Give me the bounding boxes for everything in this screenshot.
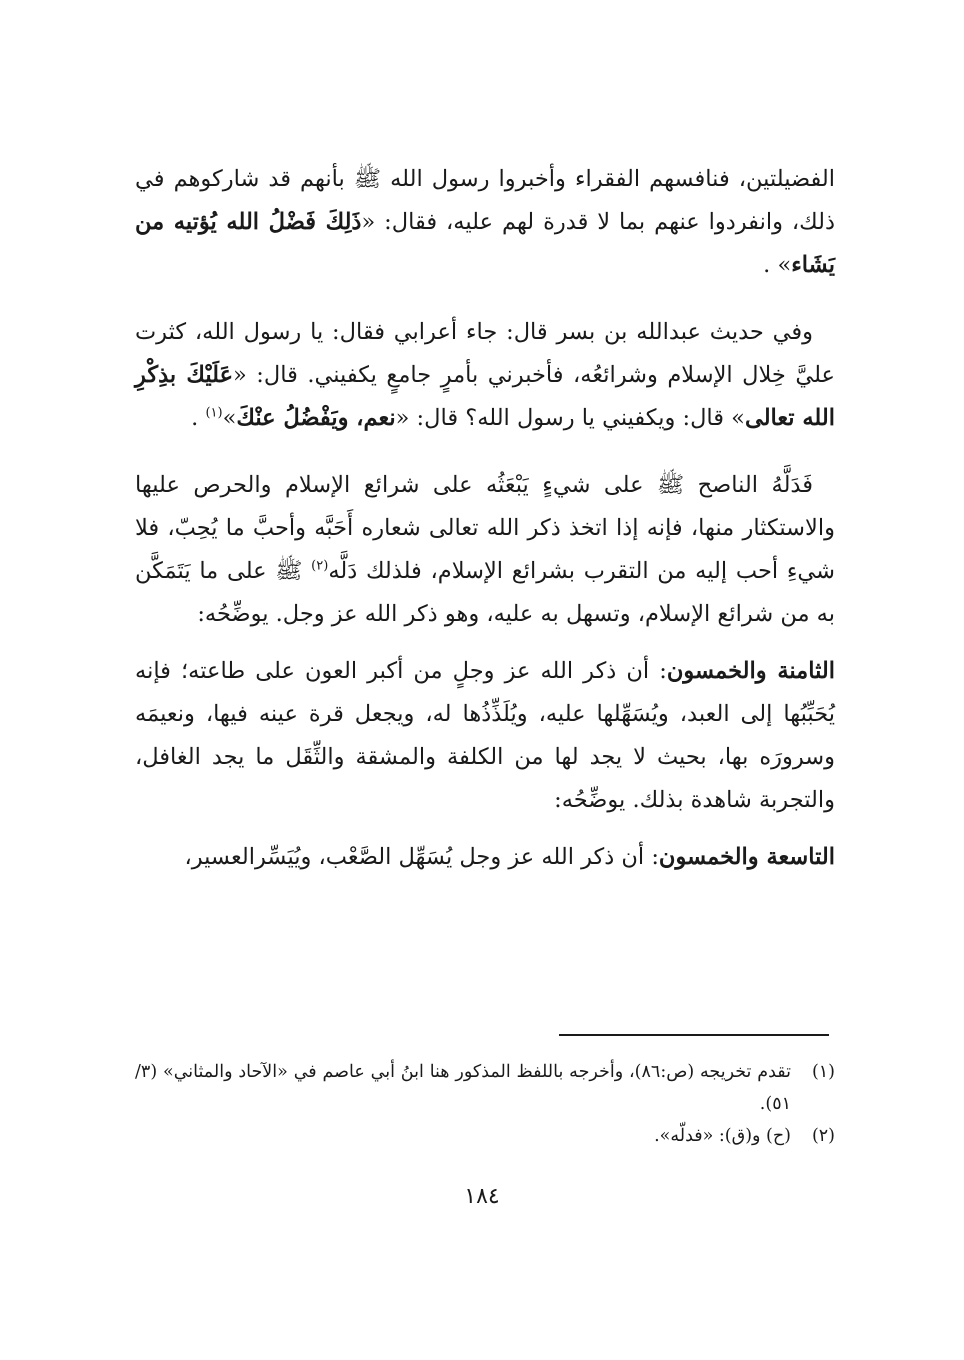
- section-heading: الثامنة والخمسون: [666, 658, 835, 684]
- footnote-marker[interactable]: (٢): [311, 558, 329, 574]
- footnote-text: تقدم تخريجه (ص:٨٦)، وأخرجه باللفظ المذكور هنا ابنُ أبي عاصم في «الآحاد والمثاني» (٣/ ٥١).: [135, 1062, 791, 1114]
- paragraph-4: [135, 650, 835, 822]
- paragraph-2: [135, 311, 835, 440]
- footnote-marker[interactable]: (١): [205, 405, 223, 421]
- footnote-2: [135, 1120, 835, 1152]
- text-segment: : أن ذكر الله عز وجل يُسَهِّل الصَّعْب، ويُيَسِّرالعسير،: [184, 844, 659, 870]
- paragraph-1: [135, 158, 835, 287]
- text-segment: » .: [763, 252, 792, 278]
- footnote-number: (٢): [811, 1126, 835, 1146]
- text-segment: » قال: ويكفيني يا رسول الله؟ قال: «: [395, 405, 745, 431]
- footnote-1: [135, 1056, 835, 1120]
- paragraph-3: [135, 464, 835, 636]
- text-segment: ﷺ على ما يَتَمَكَّن به من شرائع الإسلام، وتسهل به عليه، وهو ذكر الله عز وجل. يوضِّحُه:: [135, 558, 835, 627]
- footnote-text: (ح) و(ق): «فدلّه».: [654, 1126, 791, 1146]
- footnote-separator: [559, 1034, 829, 1036]
- hadith-quote: عَلَيْكَ بذِكْرِ الله تعالى: [135, 362, 835, 431]
- footnote-number: (١): [811, 1062, 835, 1082]
- text-segment: »: [222, 405, 237, 431]
- quran-quote: ذَلِكَ فَضْلُ الله يُؤتيه من يَشَاء: [135, 209, 835, 278]
- text-segment: فَدَلَّهُ الناصح ﷺ على شيءٍ يَبْعَثُه على شرائع الإسلام والحرص عليها والاستكثار منها، فإنه إذا اتخذ ذكر الله تعالى شعاره أَحَبَّه وأحبَّ ما يُحِبّ، فلا شيءِ أحب إليه من التقرب بشرائع الإسلام، فلذلك دَلَّه: [135, 472, 836, 584]
- text-segment: .: [191, 405, 206, 431]
- main-text: [135, 158, 835, 903]
- text-segment: وفي حديث عبدالله بن بسر قال: جاء أعرابي فقال: يا رسول الله، كثرت عليَّ خِلال الإسلام وشرائعُه، فأخبرني بأمرٍ جامعٍ يكفيني. قال: «: [135, 319, 835, 388]
- section-heading: التاسعة والخمسون: [658, 844, 835, 870]
- paragraph-5: [135, 836, 835, 879]
- text-segment: الفضيلتين، فنافسهم الفقراء وأخبروا رسول الله ﷺ بأنهم قد شاركوهم في ذلك، وانفردوا عنهم بما لا قدرة لهم عليه، فقال: «: [135, 166, 835, 235]
- page-number: ١٨٤: [464, 1184, 500, 1209]
- text-segment: : أن ذكر الله عز وجلٍ من أكبر العون على طاعته؛ فإنه يُحَبِّبُها إلى العبد، ويُسَهِّلها عليه، ويُلَذِّذُها له، ويجعل قرة عينه فيها، ونعيمَه وسرورَه بها، بحيث لا يجد لها من الكلفة والمشقة والثِّقَل ما يجد الغافل، والتجربة شاهدة بذلك. يوضِّحُه:: [135, 658, 835, 813]
- hadith-quote: نعم، ويَفْضُلُ عنْكَ: [236, 405, 396, 431]
- footnotes: [135, 1056, 835, 1152]
